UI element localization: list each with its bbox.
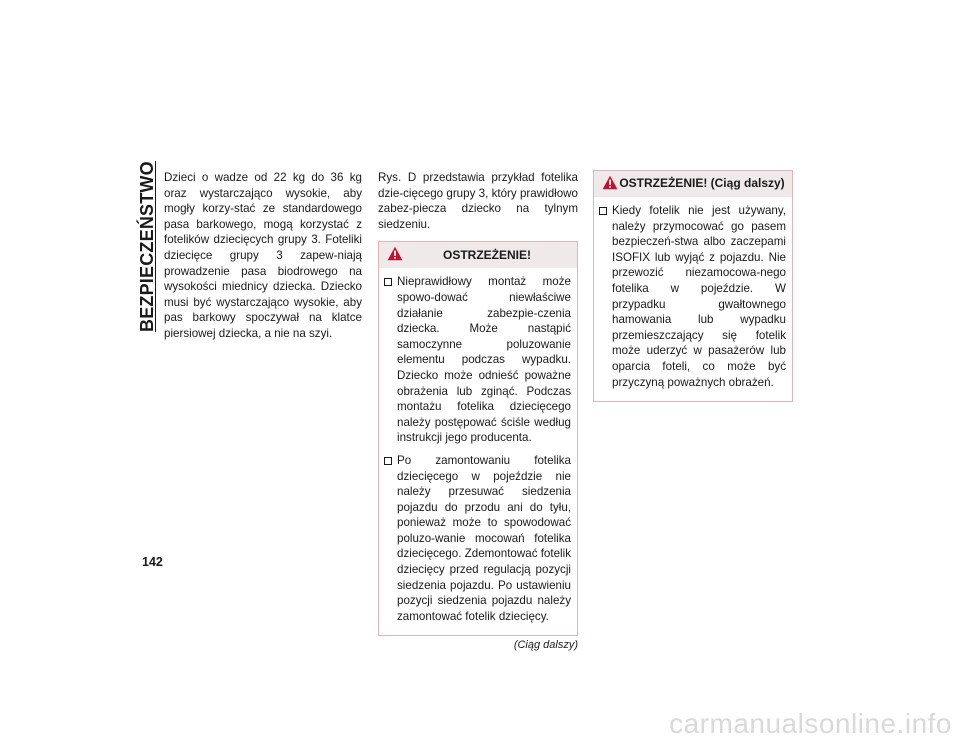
continued-label: (Ciąg dalszy) xyxy=(513,639,578,652)
warning-bullet xyxy=(384,453,571,625)
column-1 xyxy=(164,170,362,342)
section-title: BEZPIECZEŃSTWO xyxy=(137,161,157,332)
warning-bullet xyxy=(599,203,786,390)
warning-triangle-icon xyxy=(387,246,403,261)
warning-body xyxy=(594,197,792,401)
column-2 xyxy=(378,170,578,654)
page-number: 142 xyxy=(142,555,163,569)
checkbox-square-icon xyxy=(384,457,392,465)
warning-bullet-text: Nieprawidłowy montaż może spowo-dować niewłaściwe działanie zabezpie-czenia dziecka. Może nastąpić samoczynne poluzowanie elementu podczas wypadku. Dziecko może odnieść poważne obrażenia lub zginąć. Podczas montażu fotelika dziecięcego należy postępować ściśle według instrukcji jego producenta. xyxy=(397,275,571,445)
warning-header xyxy=(594,171,792,197)
warning-title: OSTRZEŻENIE! (Ciąg dalszy) xyxy=(619,176,785,191)
column-3 xyxy=(593,170,793,402)
warning-body xyxy=(379,268,577,635)
warning-bullet-text: Po zamontowaniu fotelika dziecięcego w pojeździe nie należy przesuwać siedzenia pojazdu do przodu ani do tyłu, ponieważ może to spowodować poluzo-wanie mocowań fotelika dziecięcego. Zdemontować fotelik dziecięcy przed regulacją pozycji siedzenia pojazdu. Po ustawieniu pozycji siedzenia pojazdu należy zamontować fotelik dziecięcy. xyxy=(397,453,571,623)
section-side-label xyxy=(136,161,158,332)
column-1-paragraph: Dzieci o wadze od 22 kg do 36 kg oraz wystarczająco wysokie, aby mogły korzy-stać ze standardowego pasa barkowego, mogą korzystać z fotelików dziecięcych grupy 3. Foteliki dziecięce grupy 3 zapew-niają prowadzenie pasa biodrowego na wysokości miednicy dziecka. Dziecko musi być wystarczająco wysokie, aby pas barkowy spoczywał na klatce piersiowej dziecka, a nie na szyi. xyxy=(164,171,362,340)
column-2-intro: Rys. D przedstawia przykład fotelika dzie-cięcego grupy 3, który prawidłowo zabez-piecza dziecko na tylnym siedzeniu. xyxy=(378,171,578,231)
warning-bullet xyxy=(384,274,571,446)
warning-bullet-text: Kiedy fotelik nie jest używany, należy przymocować go pasem bezpieczeń-stwa albo zaczepami ISOFIX lub wyjąć z pojazdu. Nie przewozić niezamocowa-nego fotelika w pojeździe. W przypadku gwałtownego hamowania lub wypadku przemieszczający się fotelik może uderzyć w pasażerów lub oparcia foteli, co może być przyczyną poważnych obrażeń. xyxy=(612,204,786,389)
warning-header xyxy=(379,242,577,268)
warning-box-continued xyxy=(593,170,793,402)
checkbox-square-icon xyxy=(384,278,392,286)
warning-box xyxy=(378,241,578,636)
watermark: carmanualsonline.info xyxy=(669,708,952,739)
checkbox-square-icon xyxy=(599,207,607,215)
warning-triangle-icon xyxy=(602,175,618,190)
warning-title: OSTRZEŻENIE! xyxy=(442,247,531,262)
